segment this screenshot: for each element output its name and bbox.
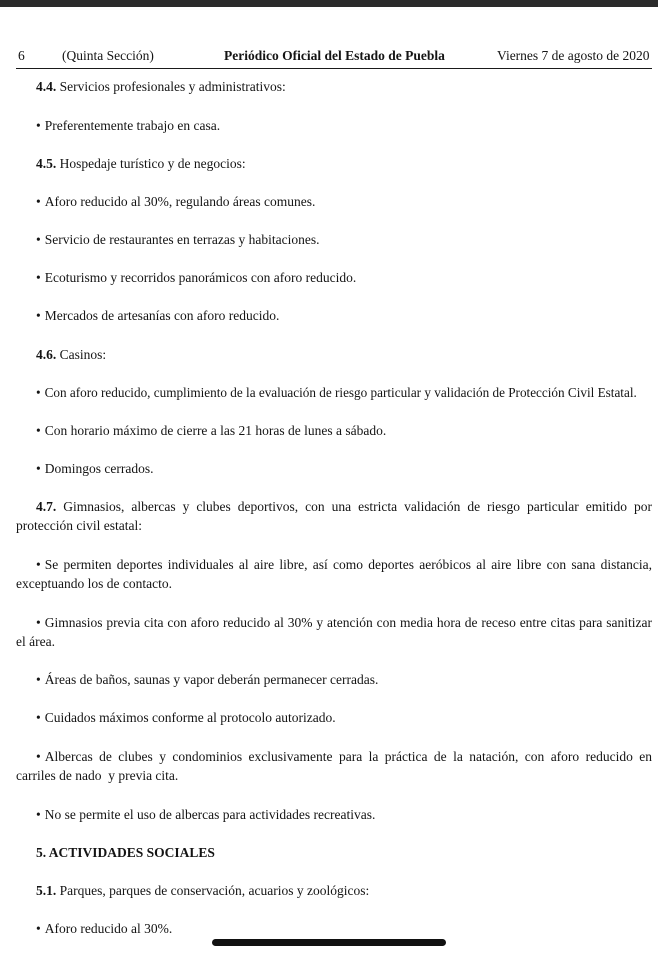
bullet-icon: • [36,921,41,936]
section-4-6 [36,346,106,364]
list-item [36,920,172,938]
publication-title: Periódico Oficial del Estado de Puebla [224,48,445,63]
list-item-text: Aforo reducido al 30%. [44,921,173,936]
list-item [36,117,220,135]
bullet-icon: • [36,423,41,438]
section-text-continued: protección civil estatal: [16,518,142,533]
status-bar [0,0,658,7]
bullet-icon: • [36,672,41,687]
list-item-text: Gimnasios previa cita con aforo reducido al 30% y atención con media hora de receso entre citas para sanitizar [44,615,652,630]
list-item-text: Con aforo reducido, cumplimiento de la evaluación de riesgo particular y validación de Protección Civil Estatal. [44,385,637,400]
list-item-text: Aforo reducido al 30%, regulando áreas comunes. [44,194,316,209]
list-item-text: No se permite el uso de albercas para actividades recreativas. [44,807,376,822]
section-text: Casinos: [56,347,107,362]
list-item [36,384,637,402]
list-item [36,193,315,211]
section-text: Parques, parques de conservación, acuarios y zoológicos: [56,883,370,898]
page-number: 6 [18,48,25,63]
list-item [36,556,652,574]
list-item-text: Se permiten deportes individuales al aire libre, así como deportes aeróbicos al aire libre con sana distancia, [44,557,652,572]
list-item-text: Áreas de baños, saunas y vapor deberán permanecer cerradas. [44,672,379,687]
section-label: (Quinta Sección) [62,48,154,63]
section-text: Servicios profesionales y administrativos: [56,79,286,94]
bullet-icon: • [36,270,41,285]
list-item [36,709,336,727]
section-4-5 [36,155,246,173]
section-text: Gimnasios, albercas y clubes deportivos, con una estricta validación de riesgo particular emitido por [56,499,652,514]
list-item-text: Cuidados máximos conforme al protocolo autorizado. [44,710,336,725]
list-item-text: Con horario máximo de cierre a las 21 horas de lunes a sábado. [44,423,387,438]
list-item-text-continued: exceptuando los de contacto. [16,576,172,591]
bullet-icon: • [36,615,41,630]
list-item-text: Preferentemente trabajo en casa. [44,118,221,133]
list-item [36,614,652,632]
home-indicator[interactable] [212,939,446,946]
section-number: 4.7. [36,499,57,514]
header-rule [16,68,652,69]
bullet-icon: • [36,461,41,476]
bullet-icon: • [36,710,41,725]
list-item-text-continued: el área. [16,634,55,649]
list-item [36,422,386,440]
bullet-icon: • [36,385,41,400]
list-item-text-continued: carriles de nado y previa cita. [16,768,179,783]
page-header [0,48,658,66]
list-item [36,231,320,249]
list-item-text: Ecoturismo y recorridos panorámicos con aforo reducido. [44,270,357,285]
list-item-text: Mercados de artesanías con aforo reducido. [44,308,280,323]
list-item [36,671,378,689]
list-item-text: Albercas de clubes y condominios exclusivamente para la práctica de la natación, con aforo reducido en [44,749,652,764]
bullet-icon: • [36,557,41,572]
list-item [36,460,153,478]
section-4-4 [36,78,286,96]
list-item [36,307,279,325]
section-text: Hospedaje turístico y de negocios: [56,156,246,171]
list-item-text: Servicio de restaurantes en terrazas y habitaciones. [44,232,320,247]
list-item [36,748,652,766]
list-item [36,806,375,824]
bullet-icon: • [36,194,41,209]
bullet-icon: • [36,118,41,133]
bullet-icon: • [36,749,41,764]
bullet-icon: • [36,232,41,247]
list-item [36,269,356,287]
section-number: 5.1. [36,883,57,898]
section-number: 4.4. [36,79,57,94]
section-number: 4.6. [36,347,57,362]
section-5-1 [36,882,369,900]
section-heading: 5. ACTIVIDADES SOCIALES [36,845,215,860]
section-number: 4.5. [36,156,57,171]
bullet-icon: • [36,308,41,323]
section-4-7 [36,498,652,516]
list-item-text: Domingos cerrados. [44,461,154,476]
publication-date: Viernes 7 de agosto de 2020 [497,48,650,63]
bullet-icon: • [36,807,41,822]
